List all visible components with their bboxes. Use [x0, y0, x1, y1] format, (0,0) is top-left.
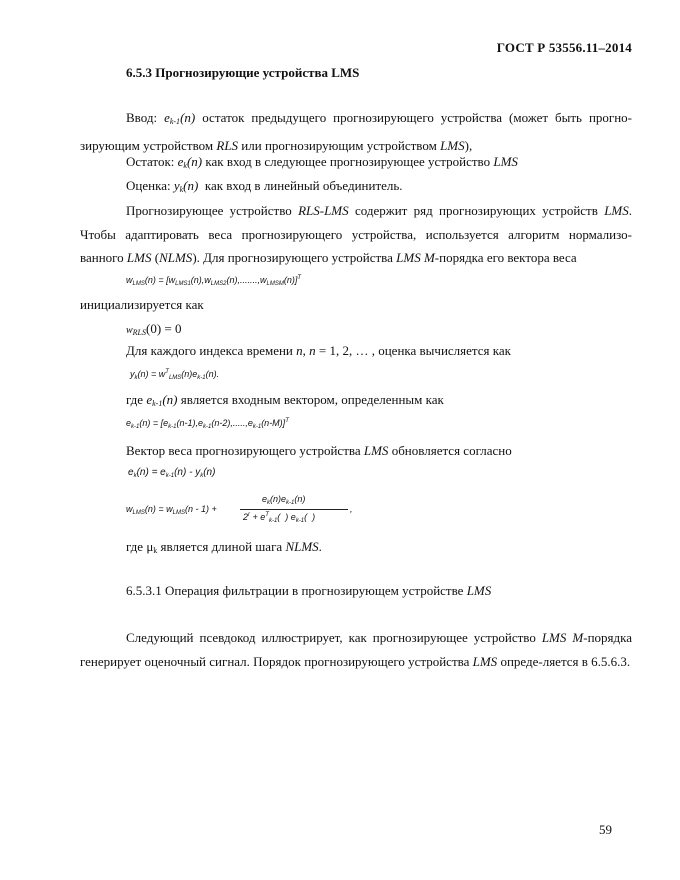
time-index-line: Для каждого индекса времени n, n = 1, 2, … , оценка вычисляется как	[126, 343, 511, 358]
rls-lms-paragraph: Прогнозирующее устройство RLS-LMS содержит ряд прогнозирующих устройств LMS. Чтобы адаптировать веса прогнозирующего устройства, используется алгоритм нормализо-ванного LMS (NLMS). Для прогнозирующего устройства LMS M-порядка его вектора веса	[80, 203, 632, 265]
init-text: инициализируется как	[80, 297, 204, 312]
residual-symbol: $e_k(n)$	[177, 154, 203, 170]
estimate-line: Оценка: $y_k(n)$ как вход в линейный объединитель.	[126, 178, 403, 194]
input-label: Ввод:	[126, 110, 158, 125]
init-equation: $w_{RLS}(0) = 0$	[126, 321, 182, 337]
step-size-line: где $\mu_k$ является длиной шага NLMS.	[126, 539, 322, 555]
input-symbol: $e_{k-1}(n)$	[164, 110, 196, 126]
weight-vector-formula: $w_{LMS}(n) = [w_{LMS1}(n),w_{LMS2}(n),.......,w_{LMSM}(n)]^T$	[126, 275, 302, 287]
page-number: 59	[599, 822, 612, 837]
fraction-bar	[240, 509, 348, 510]
subsection-title: 6.5.3.1 Операция фильтрации в прогнозирующем устройстве LMS	[126, 583, 492, 598]
residual-line: Остаток: $e_k(n)$ как вход в следующее прогнозирующее устройство LMS	[126, 154, 518, 170]
weight-update-line: Вектор веса прогнозирующего устройства LMS обновляется согласно	[126, 443, 512, 458]
pseudocode-paragraph: Следующий псевдокод иллюстрирует, как прогнозирующее устройство LMS M-порядка генерирует оценочный сигнал. Порядок прогнозирующего устройства LMS опреде-ляется в 6.5.6.3.	[80, 630, 633, 669]
document-header: ГОСТ Р 53556.11–2014	[496, 40, 632, 55]
input-vector-formula: $e_{k-1}(n) = [e_{k-1}(n-1),e_{k-1}(n-2),.....,e_{k-1}(n-M)]^T$	[126, 418, 289, 430]
estimate-symbol: $y_k(n)$	[173, 178, 199, 194]
fraction-denominator: $2^r + e^T_{k-1}$( ) $e_{k-1}$( )	[243, 512, 316, 524]
input-vector-line: где $e_{k-1}(n)$ является входным вектором, определенным как	[126, 392, 444, 408]
section-title: 6.5.3 Прогнозирующие устройства LMS	[126, 65, 360, 80]
estimate-formula: $y_k(n) = w^T_{LMS}(n)e_{k-1}(n)$.	[130, 369, 220, 381]
weight-update-formula: $w_{LMS}(n) = w_{LMS}(n - 1)$ +	[126, 504, 217, 516]
input-paragraph: Ввод: $e_{k-1}(n)$ остаток предыдущего прогнозирующего устройства (может быть прогно-зирующим устройством RLS или прогнозирующим устройством LMS),	[80, 110, 633, 153]
error-formula: $e_k(n) = e_{k-1}(n) - y_k(n)$	[128, 467, 216, 479]
fraction-numerator: $e_k(n)e_{k-1}(n)$	[262, 494, 306, 506]
